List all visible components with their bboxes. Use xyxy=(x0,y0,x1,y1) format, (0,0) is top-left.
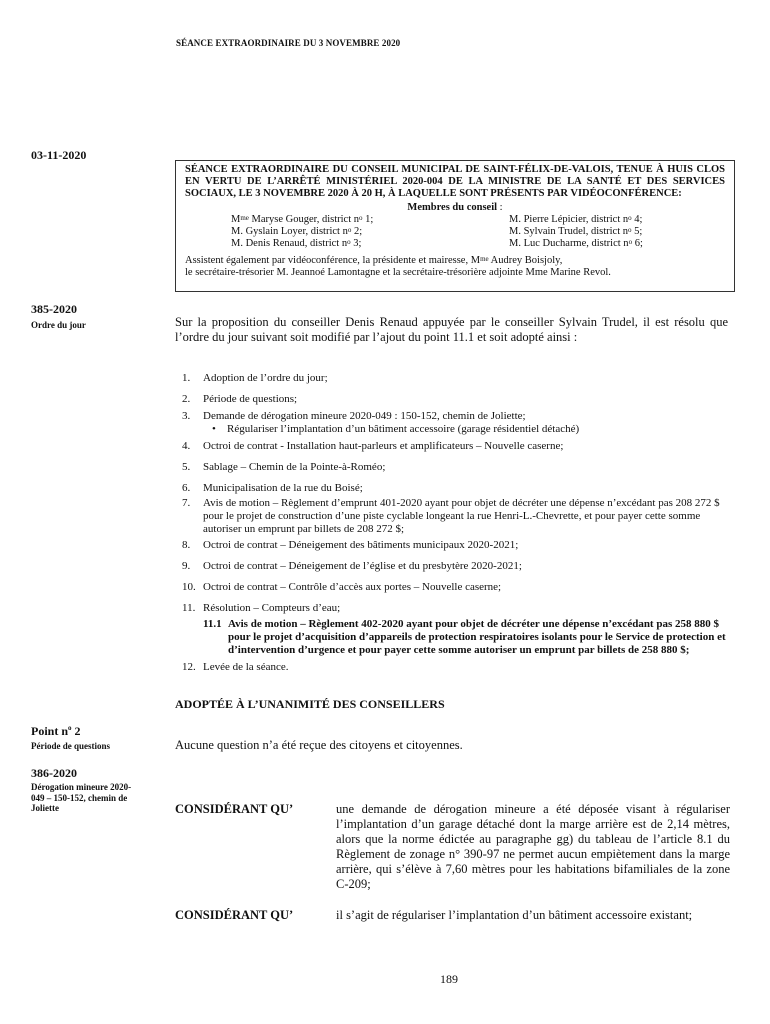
member-entry: M. Pierre Lépicier, district $n^o$ 4; xyxy=(509,214,643,225)
attendance-note: Assistent également par vidéoconférence, la présidente et mairesse, $M^{me}$ Audrey Boisjoly, le secrétaire-trésorier M. Jeannoé Lamontagne et la secrétaire-trésorière adjointe Mme Marine Revol. xyxy=(185,255,611,278)
page-header: SÉANCE EXTRAORDINAIRE DU 3 NOVEMBRE 2020 xyxy=(176,38,401,48)
agenda-item: 11. Résolution – Compteurs d’eau; xyxy=(182,602,341,614)
agenda-item: 12. Levée de la séance. xyxy=(182,661,289,673)
member-entry: $M^{me}$ Maryse Gouger, district $n^o$ 1; xyxy=(231,214,374,225)
adoption-statement: ADOPTÉE À L’UNANIMITÉ DES CONSEILLERS xyxy=(175,697,445,711)
agenda-item: 9. Octroi de contrat – Déneigement de l’église et du presbytère 2020-2021; xyxy=(182,560,522,572)
resolution-number: 386-2020 xyxy=(31,766,77,780)
session-title: SÉANCE EXTRAORDINAIRE DU CONSEIL MUNICIPAL DE SAINT-FÉLIX-DE-VALOIS, TENUE À HUIS CLOS EN VERTU DE L’ARRÊTÉ MINISTÉRIEL 2020-004 DE LA MINISTRE DE LA SANTÉ ET DES SERVICES SOCIAUX, LE 3 NOVEMBRE 2020 À 20 H, À LAQUELLE SONT PRÉSENTS PAR VIDÉOCONFÉRENCE: xyxy=(185,164,725,199)
agenda-item: 5. Sablage – Chemin de la Pointe-à-Roméo; xyxy=(182,461,386,473)
page-number: 189 xyxy=(440,972,458,986)
agenda-item: 6. Municipalisation de la rue du Boisé; xyxy=(182,482,363,494)
resolution-subject: Dérogation mineure 2020-049 – 150-152, chemin de Joliette xyxy=(31,782,132,813)
agenda-item: 7. Avis de motion – Règlement d’emprunt 401-2020 ayant pour objet de décréter une dépense n’excédant pas 208 272 $ pour le projet de construction d’une piste cyclable longeant la rue Henri-L.-Chevrette, et pour payer cette somme autoriser un emprunt par billets de 208 272 $; xyxy=(182,497,720,535)
agenda-sub-item: • Régulariser l’implantation d’un bâtiment accessoire (garage résidentiel détaché) xyxy=(212,423,580,435)
agenda-item: 3. Demande de dérogation mineure 2020-049 : 150-152, chemin de Joliette; xyxy=(182,410,526,422)
considerant-text: il s’agit de régulariser l’implantation d’un bâtiment accessoire existant; xyxy=(336,908,693,922)
agenda-item-11-1: 11.1 Avis de motion – Règlement 402-2020 ayant pour objet de décréter une dépense n’excédant pas 258 880 $ pour le projet d’acquisition d’appareils de protection respiratoires isolants pour le Service de protection et d’intervention d’urgence et pour payer cette somme autoriser un emprunt par billets de 258 880 $; xyxy=(203,618,726,656)
point-text: Aucune question n’a été reçue des citoyens et citoyennes. xyxy=(175,738,463,752)
considerant-label: CONSIDÉRANT QU’ xyxy=(175,908,294,922)
member-entry: M. Gyslain Loyer, district $n^o$ 2; xyxy=(231,226,363,237)
considerant-label: CONSIDÉRANT QU’ xyxy=(175,802,294,816)
members-list xyxy=(231,214,725,250)
member-entry: M. Luc Ducharme, district $n^o$ 6; xyxy=(509,238,643,249)
point-subject: Période de questions xyxy=(31,741,111,751)
agenda-item: 4. Octroi de contrat - Installation haut-parleurs et amplificateurs – Nouvelle caserne; xyxy=(182,440,564,452)
agenda-item: 1. Adoption de l’ordre du jour; xyxy=(182,372,328,384)
members-heading: Membres du conseil : xyxy=(407,202,503,213)
agenda-list xyxy=(182,372,730,674)
resolution-intro: Sur la proposition du conseiller Denis Renaud appuyée par le conseiller Sylvain Trudel, il est résolu que l’ordre du jour suivant soit modifié par l’ajout du point 11.1 et soit adopté ainsi : xyxy=(175,315,728,344)
agenda-item: 2. Période de questions; xyxy=(182,393,298,405)
point-number: Point $n^o$ 2 xyxy=(31,724,81,738)
agenda-item: 10. Octroi de contrat – Contrôle d’accès aux portes – Nouvelle caserne; xyxy=(182,581,502,593)
member-entry: M. Sylvain Trudel, district $n^o$ 5; xyxy=(509,226,643,237)
resolution-number: 385-2020 xyxy=(31,302,77,316)
considerant-text: une demande de dérogation mineure a été déposée visant à régulariser l’implantation d’un garage détaché dont la marge arrière est de 2,14 mètres, alors que la norme édictée au paragraphe gg) du tableau de l’article 8.1 du Règlement de zonage n° 390-97 ne permet aucun empiètement dans la marge arrière, qui s’élève à 7,60 mètres pour les habitations bifamiliales de la zone C-209; xyxy=(336,802,730,891)
attendance-box xyxy=(175,160,735,292)
meeting-date: 03-11-2020 xyxy=(31,148,87,162)
resolution-subject: Ordre du jour xyxy=(31,320,86,330)
agenda-item: 8. Octroi de contrat – Déneigement des bâtiments municipaux 2020-2021; xyxy=(182,539,519,551)
member-entry: M. Denis Renaud, district $n^o$ 3; xyxy=(231,238,362,249)
